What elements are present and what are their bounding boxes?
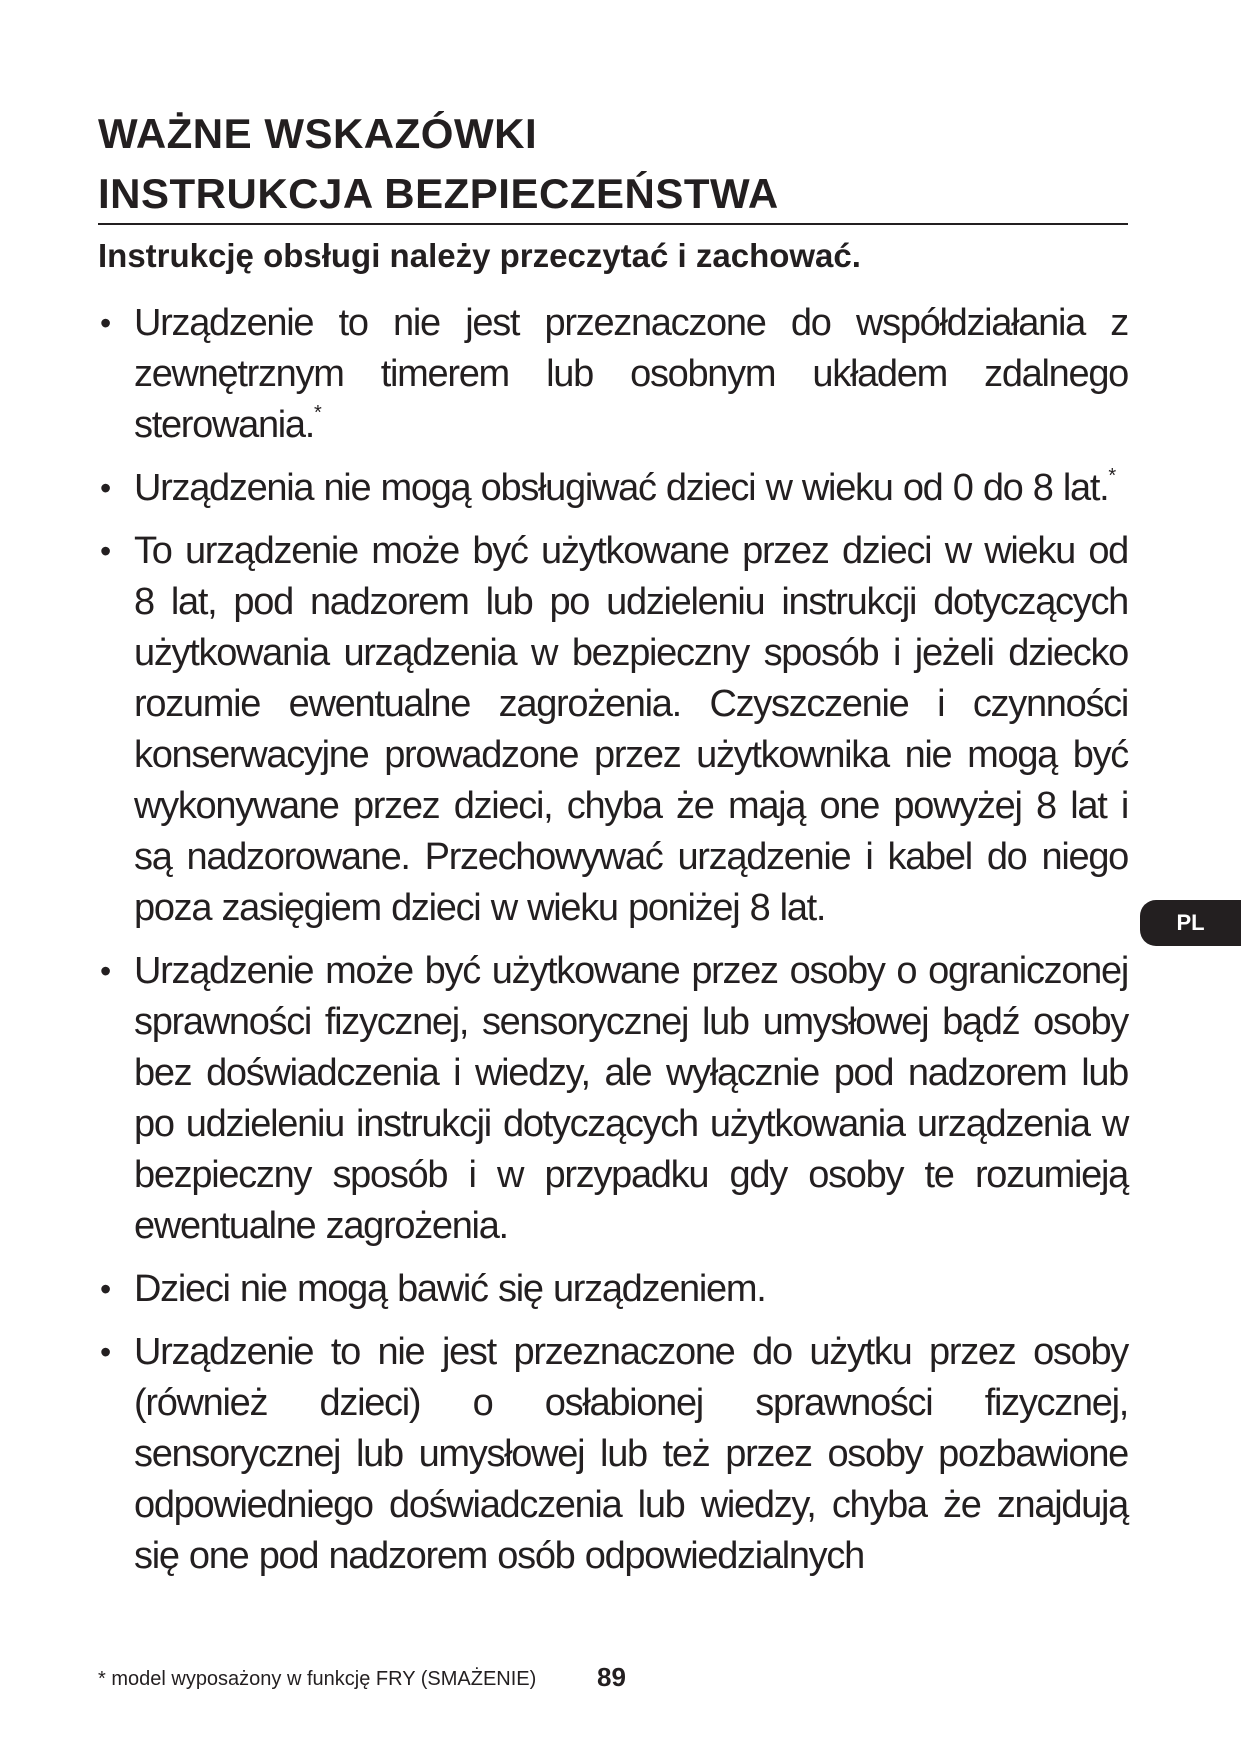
footnote-marker: * <box>314 402 321 425</box>
language-tab: PL <box>1140 900 1241 946</box>
list-item-text: To urządzenie może być użytkowane przez dzieci w wieku od 8 lat, pod nadzorem lub po udzieleniu instrukcji dotyczących użytkowania urządzenia w bezpieczny sposób i jeżeli dziecko rozumie ewentualne zagrożenia. Czyszczenie i czynności konserwacyjne prowadzone przez użytkownika nie mogą być wykonywane przez dzieci, chyba że mają one powyżej 8 lat i są nadzorowane. Przechowywać urządzenie i kabel do niego poza zasięgiem dzieci w wieku poniżej 8 lat. <box>134 530 1128 929</box>
subtitle: Instrukcję obsługi należy przeczytać i zachować. <box>98 237 861 274</box>
title-line-1: WAŻNE WSKAZÓWKI <box>98 110 538 157</box>
page-number: 89 <box>597 1662 626 1692</box>
footnote-marker: * <box>1108 465 1115 488</box>
bullet-icon: • <box>100 1271 110 1307</box>
bullet-icon: • <box>100 1334 110 1370</box>
list-item-text: Urządzenia nie mogą obsługiwać dzieci w wieku od 0 do 8 lat.* <box>134 465 1115 509</box>
list-item <box>100 1327 1128 1582</box>
list-item-text: Dzieci nie mogą bawić się urządzeniem. <box>134 1268 766 1310</box>
list-item <box>100 526 1128 934</box>
title-divider <box>98 223 1128 225</box>
list-item-text: Urządzenie może być użytkowane przez osoby o ograniczonej sprawności fizycznej, sensorycznej lub umysłowej bądź osoby bez doświadczenia i wiedzy, ale wyłącznie pod nadzorem lub po udzieleniu instrukcji dotyczących użytkowania urządzenia w bezpieczny sposób i w przypadku gdy osoby te rozumieją ewentualne zagrożenia. <box>134 950 1128 1247</box>
title-line-2: INSTRUKCJA BEZPIECZEŃSTWA <box>98 170 779 217</box>
footnote: * model wyposażony w funkcję FRY (SMAŻENIE) <box>98 1668 537 1690</box>
bullet-icon: • <box>100 470 110 506</box>
bullet-icon: • <box>100 305 110 341</box>
list-item <box>100 298 1128 451</box>
list-item-text: Urządzenie to nie jest przeznaczone do użytku przez osoby (również dzieci) o osłabionej sprawności fizycznej, sensorycznej lub umysłowej lub też przez osoby pozbawione odpowiedniego doświadczenia lub wiedzy, chyba że znajdują się one pod nadzorem osób odpowiedzialnych <box>134 1331 1128 1577</box>
list-item <box>100 463 1128 514</box>
bullet-icon: • <box>100 953 110 989</box>
list-item <box>100 946 1128 1252</box>
safety-list <box>100 298 1128 1594</box>
bullet-icon: • <box>100 533 110 569</box>
list-item <box>100 1264 1128 1315</box>
list-item-text: Urządzenie to nie jest przeznaczone do współdziałania z zewnętrznym timerem lub osobnym układem zdalnego sterowania.* <box>134 302 1128 446</box>
page-title <box>98 104 779 224</box>
